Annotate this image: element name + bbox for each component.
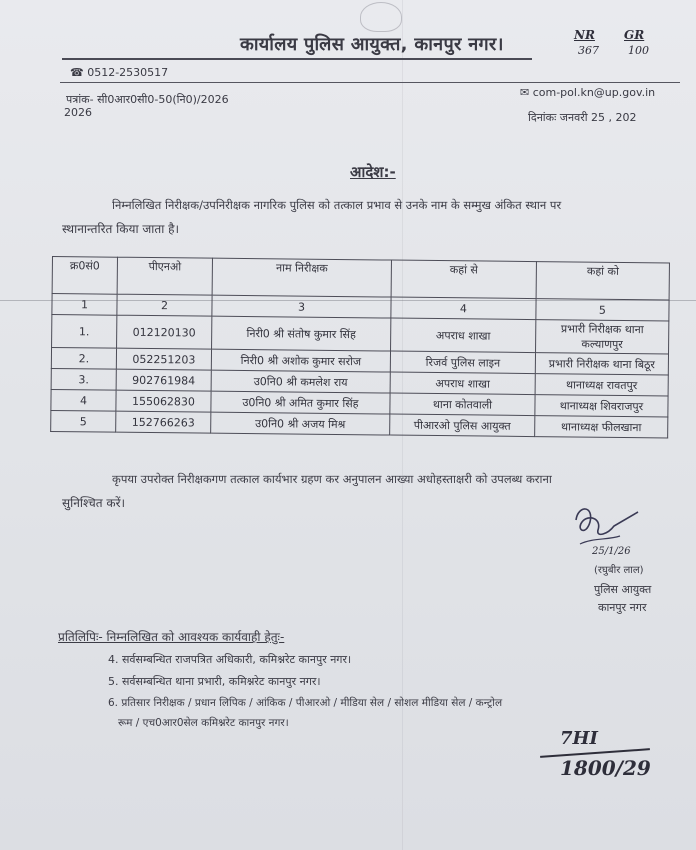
signatory-place: कानपुर नगर	[598, 601, 647, 614]
table-cell: उ0नि0 श्री अजय मिश्र	[211, 412, 390, 435]
table-cell: निरी0 श्री अशोक कुमार सरोज	[211, 349, 390, 372]
handwritten-note-code: 7HI	[560, 728, 598, 749]
copy-item: 5. सर्वसम्बन्धित थाना प्रभारी, कमिश्नरेट कानपुर नगर।	[108, 675, 321, 688]
corner-note-nr: NR	[574, 28, 595, 42]
table-cell: 4	[51, 389, 116, 411]
table-cell: 4	[391, 297, 536, 320]
column-header: पीएनओ	[117, 257, 212, 295]
table-cell: रिजर्व पुलिस लाइन	[390, 351, 535, 374]
table-cell: 155062830	[116, 390, 211, 412]
order-heading: आदेश:-	[350, 163, 396, 181]
table-cell: 2.	[51, 348, 116, 370]
signatory-designation: पुलिस आयुक्त	[594, 583, 652, 596]
phone-row	[70, 66, 168, 79]
table-cell: निरी0 श्री संतोष कुमार सिंह	[212, 316, 391, 351]
signature-date: 25/1/26	[592, 546, 631, 557]
table-cell: 3.	[51, 368, 116, 390]
table-cell: प्रभारी निरीक्षक थाना कल्याणपुर	[536, 320, 669, 354]
letter-date: दिनांकः जनवरी 25 , 202	[528, 111, 637, 124]
letter-number: पत्रांक- सी0आर0सी0-50(नि0)/2026	[66, 93, 229, 106]
copy-item: 4. सर्वसम्बन्धित राजपत्रित अधिकारी, कमिश्नरेट कानपुर नगर।	[108, 653, 352, 666]
table-cell: 1.	[52, 315, 117, 349]
table-cell: थानाध्यक्ष रावतपुर	[535, 374, 668, 396]
column-header: कहां को	[536, 262, 669, 300]
transfer-table	[50, 256, 670, 438]
emblem-icon	[360, 2, 402, 32]
table-cell: 5	[51, 410, 116, 432]
table-cell: थाना कोतवाली	[390, 393, 535, 416]
email-address: com-pol.kn@up.gov.in	[532, 86, 656, 99]
table-cell: थानाध्यक्ष शिवराजपुर	[535, 395, 668, 417]
column-header: क्र0सं0	[52, 257, 117, 295]
order-intro-line-2: स्थानान्तरित किया जाता है।	[62, 222, 180, 236]
column-header: कहां से	[391, 260, 536, 299]
copy-item: रूम / एच0आर0सेल कमिश्नरेट कानपुर नगर।	[118, 717, 289, 729]
table-cell: 1	[52, 294, 117, 316]
table-cell: अपराध शाखा	[391, 318, 536, 353]
handwritten-note-number: 1800/29	[560, 756, 651, 780]
table-cell: अपराध शाखा	[390, 372, 535, 395]
closing-line-1: कृपया उपरोक्त निरीक्षकगण तत्काल कार्यभार ग्रहण कर अनुपालन आख्या अधोहस्ताक्षरी को उपलब्ध कराना	[112, 472, 552, 486]
corner-note-gr-number: 100	[628, 44, 649, 57]
table-cell: उ0नि0 श्री अमित कुमार सिंह	[211, 391, 390, 414]
table-cell: 3	[212, 295, 391, 318]
table-cell: 902761984	[116, 369, 211, 391]
email-row	[520, 86, 655, 99]
table-cell: उ0नि0 श्री कमलेश राय	[211, 370, 390, 393]
table-cell: प्रभारी निरीक्षक थाना बिठूर	[535, 353, 668, 375]
table-header-row	[52, 257, 669, 300]
corner-note-nr-number: 367	[578, 44, 599, 57]
table-cell: 2	[117, 294, 212, 316]
table-cell: 152766263	[116, 411, 211, 433]
table-cell: थानाध्यक्ष फीलखाना	[535, 416, 668, 438]
header-rule	[62, 58, 532, 60]
copy-item: 6. प्रतिसार निरीक्षक / प्रधान लिपिक / आंकिक / पीआरओ / मीडिया सेल / सोशल मीडिया सेल / कन्ट्रोल	[108, 697, 503, 709]
signatory-name: (रघुबीर लाल)	[594, 565, 644, 576]
order-intro-line-1: निम्नलिखित निरीक्षक/उपनिरीक्षक नागरिक पुलिस को तत्काल प्रभाव से उनके नाम के सम्मुख अंकित स्थान पर	[112, 198, 562, 212]
table-cell: पीआरओ पुलिस आयुक्त	[390, 414, 535, 437]
corner-note-gr: GR	[624, 28, 645, 42]
office-title: कार्यालय पुलिस आयुक्त, कानपुर नगर।	[240, 34, 504, 55]
table-cell: 5	[536, 299, 669, 321]
table-cell: 052251203	[116, 348, 211, 370]
column-header: नाम निरीक्षक	[212, 258, 391, 297]
email-icon: ✉	[520, 86, 533, 99]
table-cell: 012120130	[117, 315, 212, 349]
letter-year: 2026	[64, 106, 92, 119]
phone-icon: ☎	[70, 66, 88, 79]
closing-line-2: सुनिश्चित करें।	[62, 496, 126, 510]
header-rule-2	[60, 82, 680, 83]
phone-number: 0512-2530517	[87, 66, 169, 79]
copy-to-label: प्रतिलिपिः- निम्नलिखित को आवश्यक कार्यवाही हेतुः-	[58, 630, 285, 644]
